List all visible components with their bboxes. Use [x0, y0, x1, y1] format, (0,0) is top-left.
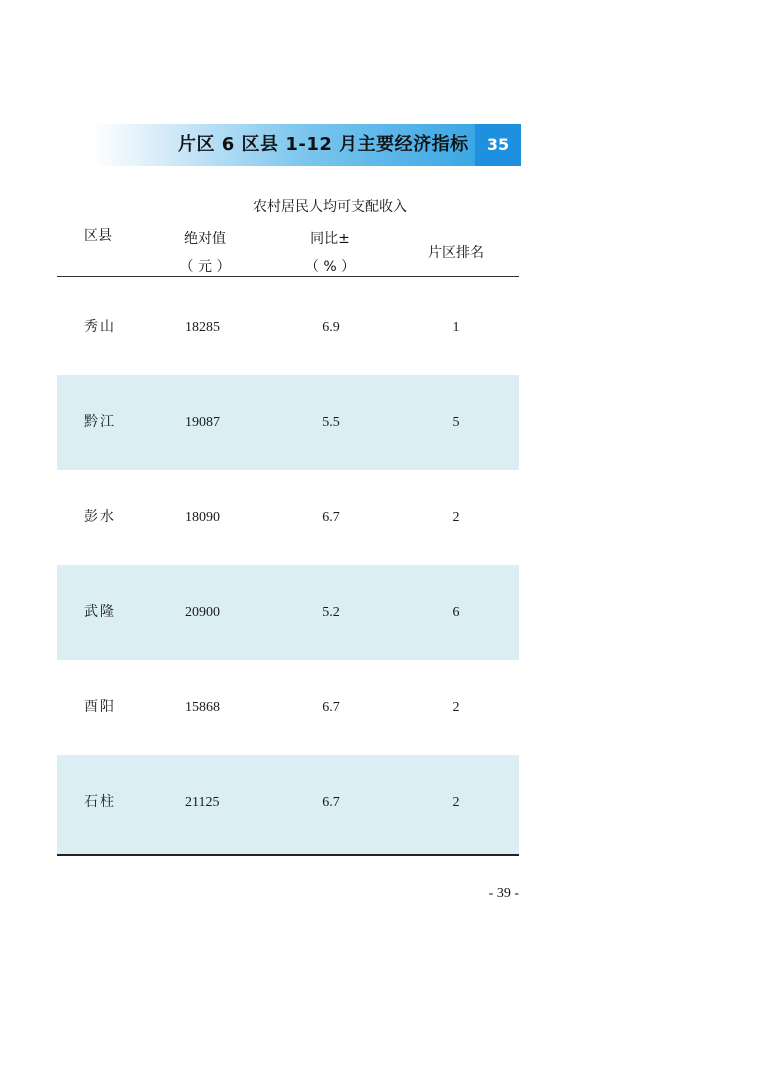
yoy-value: 5.5 [322, 415, 340, 430]
abs-value-cell: 15868 [185, 700, 220, 715]
rank-value: 5 [452, 415, 460, 430]
rank-value: 2 [452, 795, 460, 810]
table-row [57, 565, 519, 660]
table-row [57, 660, 519, 755]
rank-value: 1 [452, 320, 460, 335]
county-cell: 黔江 [84, 414, 116, 430]
col-header-county: 区县 [84, 228, 112, 244]
group-header: 农村居民人均可支配收入 [253, 199, 407, 215]
table-top-rule [57, 276, 519, 277]
col-header-yoy: 同比± [310, 231, 350, 247]
table-row [57, 755, 519, 854]
table-bottom-rule [57, 854, 519, 856]
section-number-badge: 35 [475, 124, 521, 166]
rank-value: 2 [452, 700, 460, 715]
table-row [57, 280, 519, 375]
col-header-rank: 片区排名 [428, 245, 484, 261]
county-cell: 武隆 [84, 604, 116, 620]
abs-value-cell: 18285 [185, 320, 220, 335]
abs-value-cell: 18090 [185, 510, 220, 525]
abs-value-cell: 20900 [185, 605, 220, 620]
table-row [57, 470, 519, 565]
col-header-abs-unit: （ 元 ） [179, 259, 231, 275]
col-header-abs: 绝对值 [184, 231, 226, 247]
table-row [57, 375, 519, 470]
county-cell: 彭水 [84, 509, 116, 525]
abs-value-cell: 19087 [185, 415, 220, 430]
rank-value: 2 [452, 510, 460, 525]
yoy-value: 6.7 [322, 700, 340, 715]
yoy-value: 6.7 [322, 795, 340, 810]
page-number: - 39 - [488, 886, 519, 901]
yoy-value: 6.7 [322, 510, 340, 525]
abs-value-cell: 21125 [185, 795, 220, 810]
county-cell: 石柱 [84, 794, 116, 810]
page-title: 片区 6 区县 1-12 月主要经济指标 [178, 134, 469, 155]
col-header-yoy-unit: （ % ） [304, 259, 356, 275]
yoy-value: 6.9 [322, 320, 340, 335]
county-cell: 酉阳 [84, 699, 116, 715]
yoy-value: 5.2 [322, 605, 340, 620]
county-cell: 秀山 [84, 319, 116, 335]
rank-value: 6 [452, 605, 460, 620]
